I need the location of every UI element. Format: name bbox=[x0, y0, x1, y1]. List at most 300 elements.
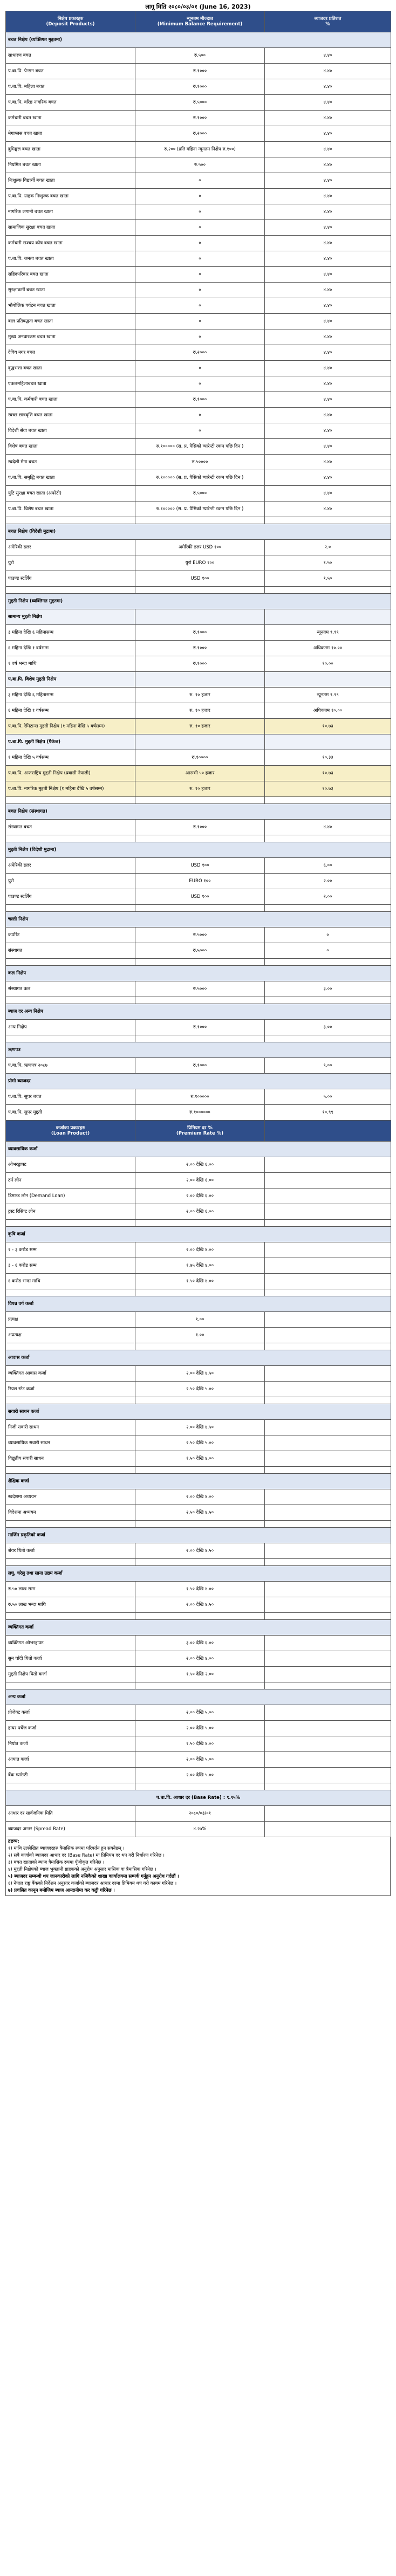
deposit-cell-col1: पाउण्ड स्टर्लिंग bbox=[6, 571, 135, 587]
deposit-spacer-row bbox=[6, 587, 391, 594]
deposit-cell-col3 bbox=[265, 997, 391, 1004]
lending-rate-row bbox=[6, 1157, 391, 1173]
deposit-cell-col3 bbox=[265, 1035, 391, 1042]
deposit-rate-row bbox=[6, 439, 391, 455]
deposit-rate-row bbox=[6, 943, 391, 959]
lending-cell-col2: २.०० देखि ४.५० bbox=[135, 1543, 265, 1559]
deposit-cell-col1: पाउण्ड स्टर्लिंग bbox=[6, 889, 135, 905]
lending-section-title: अन्य कर्जा bbox=[6, 1689, 391, 1705]
deposit-cell-col1: युरो bbox=[6, 874, 135, 889]
lending-cell-col3 bbox=[265, 1382, 391, 1397]
deposit-spacer-row bbox=[6, 997, 391, 1004]
lending-cell-col1: निजी सवारी साधन bbox=[6, 1420, 135, 1435]
lending-cell-col3 bbox=[265, 1682, 391, 1689]
deposit-rate-row bbox=[6, 750, 391, 766]
note-line: ६) नेपाल राष्ट्र बैंकको निर्देशन अनुसार कर्जाको ब्याजदर आधार दरमा प्रिमियम थप गरी कायम गरिनेछ । bbox=[8, 1881, 177, 1886]
lending-cell-col3 bbox=[265, 1157, 391, 1173]
deposit-cell-col3: २.०० bbox=[265, 889, 391, 905]
lending-cell-col1 bbox=[6, 1397, 135, 1404]
lending-rate-row bbox=[6, 1822, 391, 1837]
lending-cell-col2 bbox=[135, 1613, 265, 1620]
lending-cell-col1: टर्म लोन bbox=[6, 1173, 135, 1189]
lending-cell-col3 bbox=[265, 1258, 391, 1274]
lending-cell-col3 bbox=[265, 1783, 391, 1790]
deposit-cell-col2: ० bbox=[135, 314, 265, 329]
lending-cell-col1: हायर पर्चेज कर्जा bbox=[6, 1721, 135, 1736]
deposit-cell-col2: रु. १० हजार bbox=[135, 781, 265, 797]
lending-cell-col2: १.०० bbox=[135, 1312, 265, 1328]
deposit-cell-col3: ४.४० bbox=[265, 95, 391, 111]
deposit-cell-col1: प.बा.पि. सुपर बचत bbox=[6, 1089, 135, 1105]
lending-cell-col1 bbox=[6, 1682, 135, 1689]
deposit-cell-col1: संस्थागत bbox=[6, 943, 135, 959]
lending-cell-col3 bbox=[265, 1543, 391, 1559]
deposit-rate-row bbox=[6, 267, 391, 283]
lending-rate-row bbox=[6, 1651, 391, 1667]
lending-cell-col3 bbox=[265, 1489, 391, 1505]
note-line: ५) ब्याजदर सम्बन्धी थप जानकारीको लागि नजिकैको शाखा कार्यालयमा सम्पर्क गर्नुहुन अनुरोध गर्दछौं । bbox=[8, 1874, 179, 1879]
deposit-rate-row bbox=[6, 220, 391, 236]
lending-cell-col1: स्वदेशमा अध्ययन bbox=[6, 1489, 135, 1505]
deposit-rate-row bbox=[6, 314, 391, 329]
deposit-section-title: ऋणपत्र bbox=[6, 1042, 391, 1058]
deposit-cell-col2: रु.५००० bbox=[135, 928, 265, 943]
deposit-cell-col1: स्वदेशी मेगा बचत bbox=[6, 455, 135, 470]
deposit-cell-col3 bbox=[265, 587, 391, 594]
deposit-rate-row bbox=[6, 1105, 391, 1121]
deposit-cell-col2: रु.२०० (प्रति महिना न्यूनतम निक्षेप रु.१००) bbox=[135, 142, 265, 157]
lending-rate-row bbox=[6, 1173, 391, 1189]
deposit-cell-col2: ० bbox=[135, 267, 265, 283]
deposit-rate-row bbox=[6, 703, 391, 719]
deposit-cell-col1 bbox=[6, 587, 135, 594]
lending-rate-row bbox=[6, 1736, 391, 1752]
lending-cell-col3 bbox=[265, 1651, 391, 1667]
deposit-rate-row bbox=[6, 111, 391, 126]
lending-spacer-row bbox=[6, 1783, 391, 1790]
deposit-cell-col1 bbox=[6, 797, 135, 804]
lending-cell-col1 bbox=[6, 1467, 135, 1474]
deposit-cell-col2: रु.१००० bbox=[135, 641, 265, 656]
deposit-cell-col2 bbox=[135, 835, 265, 842]
lending-cell-col1: डिमान्ड लोन (Demand Loan) bbox=[6, 1189, 135, 1204]
deposit-cell-col1: नियमित बचत खाता bbox=[6, 157, 135, 173]
lending-cell-col1: शेयर धितो कर्जा bbox=[6, 1543, 135, 1559]
deposit-cell-col3 bbox=[265, 797, 391, 804]
deposit-cell-col2 bbox=[135, 997, 265, 1004]
deposit-rate-row bbox=[6, 95, 391, 111]
deposit-cell-col3: ४.४० bbox=[265, 142, 391, 157]
lending-spacer-row bbox=[6, 1682, 391, 1689]
lending-section-row bbox=[6, 1296, 391, 1312]
lending-rate-row bbox=[6, 1242, 391, 1258]
deposit-section-row bbox=[6, 912, 391, 928]
deposit-cell-col2: USD १०० bbox=[135, 889, 265, 905]
lending-spacer-row bbox=[6, 1343, 391, 1350]
deposit-cell-col2: युरो EURO १०० bbox=[135, 555, 265, 571]
deposit-cell-col2: EURO १०० bbox=[135, 874, 265, 889]
deposit-cell-col2: रु.५०० bbox=[135, 157, 265, 173]
lending-cell-col1: रु.५० लाख भन्दा माथि bbox=[6, 1597, 135, 1613]
lending-cell-col1 bbox=[6, 1521, 135, 1528]
deposit-rate-row bbox=[6, 376, 391, 392]
deposit-rate-row bbox=[6, 1020, 391, 1035]
lending-cell-col1: विदेशमा अध्ययन bbox=[6, 1505, 135, 1521]
note-line: ३) बचत खाताको ब्याज त्रैमासिक रुपमा पूँजीकृत गरिनेछ । bbox=[8, 1860, 105, 1865]
deposit-spacer-row bbox=[6, 959, 391, 966]
deposit-cell-col2: रु.५००० bbox=[135, 943, 265, 959]
lending-rate-row bbox=[6, 1435, 391, 1451]
lending-section-row bbox=[6, 1620, 391, 1636]
deposit-header-3: ब्याजदर प्रतिशत % bbox=[265, 11, 391, 32]
deposit-cell-col3: ४.४० bbox=[265, 439, 391, 455]
lending-cell-col1: १ - ३ करोड सम्म bbox=[6, 1242, 135, 1258]
deposit-cell-col3: १.५० bbox=[265, 555, 391, 571]
deposit-cell-col2: ० bbox=[135, 329, 265, 345]
lending-cell-col2: २.५० देखि ५.०० bbox=[135, 1382, 265, 1397]
deposit-cell-col1 bbox=[6, 997, 135, 1004]
deposit-cell-col3: ४.४० bbox=[265, 267, 391, 283]
lending-cell-col1: रियल स्टेट कर्जा bbox=[6, 1382, 135, 1397]
deposit-cell-col3: १०.३३ bbox=[265, 750, 391, 766]
deposit-cell-col2: रु.१००० bbox=[135, 64, 265, 79]
deposit-cell-col1: वृद्धभत्ता बचत खाता bbox=[6, 361, 135, 376]
deposit-cell-col1: सुरक्षाकर्मी बचत खाता bbox=[6, 283, 135, 298]
lending-cell-col2: २.०० देखि ४.५० bbox=[135, 1420, 265, 1435]
lending-cell-col2: २.०० देखि ४.५० bbox=[135, 1366, 265, 1382]
deposit-cell-col3: ४.४० bbox=[265, 157, 391, 173]
deposit-cell-col2: ० bbox=[135, 283, 265, 298]
deposit-section-row bbox=[6, 804, 391, 820]
deposit-rate-row bbox=[6, 189, 391, 204]
lending-cell-col2: २.०० देखि ४.५० bbox=[135, 1597, 265, 1613]
deposit-rate-row bbox=[6, 455, 391, 470]
lending-header-2: प्रिमियम दर % (Premium Rate %) bbox=[135, 1121, 265, 1142]
deposit-rate-row bbox=[6, 142, 391, 157]
lending-cell-col1: ३ - ६ करोड सम्म bbox=[6, 1258, 135, 1274]
deposit-cell-col2: रु.२००० bbox=[135, 345, 265, 361]
deposit-cell-col1: सामाजिक सुरक्षा बचत खाता bbox=[6, 220, 135, 236]
deposit-header-row bbox=[6, 11, 391, 32]
deposit-header-2: न्यूनतम मौज्दात (Minimum Balance Requirement) bbox=[135, 11, 265, 32]
deposit-cell-col2: रु.१००० bbox=[135, 111, 265, 126]
lending-cell-col3 bbox=[265, 1397, 391, 1404]
lending-cell-col2: १.५० देखि ४.०० bbox=[135, 1451, 265, 1467]
deposit-rate-row bbox=[6, 889, 391, 905]
lending-rate-row bbox=[6, 1721, 391, 1736]
deposit-cell-col1: ६ महिना देखि १ वर्षसम्म bbox=[6, 641, 135, 656]
lending-cell-col1: निर्यात कर्जा bbox=[6, 1736, 135, 1752]
deposit-cell-col1: बाल प्रतिबद्धता बचत खाता bbox=[6, 314, 135, 329]
lending-cell-col2: २.०० देखि ६.०० bbox=[135, 1204, 265, 1220]
lending-section-title: कृषि कर्जा bbox=[6, 1227, 391, 1242]
deposit-section-row bbox=[6, 966, 391, 981]
lending-cell-col3 bbox=[265, 1220, 391, 1227]
deposit-cell-col1: मुख्य अनवारक्रम बचत खाता bbox=[6, 329, 135, 345]
lending-cell-col2: २.०० देखि ५.०० bbox=[135, 1721, 265, 1736]
deposit-rate-row bbox=[6, 251, 391, 267]
deposit-cell-col2 bbox=[135, 797, 265, 804]
deposit-cell-col3: ४.४० bbox=[265, 220, 391, 236]
deposit-cell-col1: अमेरिकी डलर bbox=[6, 858, 135, 874]
lending-cell-col3 bbox=[265, 1467, 391, 1474]
deposit-rate-row bbox=[6, 126, 391, 142]
deposit-cell-col1: प.बा.पि. सुपर मुद्दती bbox=[6, 1105, 135, 1121]
deposit-section-row bbox=[6, 1004, 391, 1020]
deposit-rate-row bbox=[6, 64, 391, 79]
lending-cell-col2 bbox=[135, 1220, 265, 1227]
lending-cell-col2: १.५० देखि ४.०० bbox=[135, 1582, 265, 1597]
deposit-section-row bbox=[6, 32, 391, 48]
deposit-cell-col2: USD १०० bbox=[135, 858, 265, 874]
deposit-cell-col1: प.बा.पि. विशेष मुद्दती निक्षेप bbox=[6, 672, 135, 688]
deposit-section-row bbox=[6, 1074, 391, 1089]
deposit-cell-col1: प.बा.पि. नागरिक मुद्दती निक्षेप (१ महिना देखि ५ वर्षसम्म) bbox=[6, 781, 135, 797]
deposit-cell-col1: प.बा.पि. महिला बचत bbox=[6, 79, 135, 95]
deposit-cell-col2: ० bbox=[135, 251, 265, 267]
deposit-cell-col1 bbox=[6, 517, 135, 524]
deposit-rate-row bbox=[6, 874, 391, 889]
lending-rate-row bbox=[6, 1204, 391, 1220]
lending-cell-col1: व्यावसायिक सवारी साधन bbox=[6, 1435, 135, 1451]
lending-rate-row bbox=[6, 1705, 391, 1721]
lending-cell-col3 bbox=[265, 1752, 391, 1768]
deposit-cell-col1: कर्मचारी सञ्चय कोष बचत खाता bbox=[6, 236, 135, 251]
lending-cell-col3 bbox=[265, 1768, 391, 1783]
deposit-cell-col2: रु.१००० bbox=[135, 656, 265, 672]
note-line: द्रष्टव्य: bbox=[8, 1839, 19, 1844]
deposit-cell-col2: रु.१००० bbox=[135, 1020, 265, 1035]
deposit-cell-col1: प.बा.पि. जनता बचत खाता bbox=[6, 251, 135, 267]
lending-cell-col1: प्रोजेक्ट कर्जा bbox=[6, 1705, 135, 1721]
deposit-cell-col1: ३ महिना देखि ६ महिनासम्म bbox=[6, 625, 135, 641]
deposit-cell-col3: ३.०० bbox=[265, 1020, 391, 1035]
lending-section-row bbox=[6, 1227, 391, 1242]
deposit-section-title: मुद्दती निक्षेप (व्यक्तिगत मुद्दतमा) bbox=[6, 594, 391, 609]
deposit-section-row bbox=[6, 842, 391, 858]
deposit-cell-col3: ० bbox=[265, 928, 391, 943]
lending-cell-col2 bbox=[135, 1289, 265, 1296]
lending-cell-col1 bbox=[6, 1783, 135, 1790]
deposit-rate-row bbox=[6, 79, 391, 95]
deposit-cell-col3: ४.४० bbox=[265, 204, 391, 220]
deposit-cell-col3 bbox=[265, 734, 391, 750]
deposit-rate-row bbox=[6, 502, 391, 517]
lending-section-row bbox=[6, 1404, 391, 1420]
deposit-cell-col2: ० bbox=[135, 173, 265, 189]
deposit-section-title: ब्याज दर अन्य निक्षेप bbox=[6, 1004, 391, 1020]
lending-cell-col2: २.०० देखि ४.०० bbox=[135, 1489, 265, 1505]
lending-rate-row bbox=[6, 1489, 391, 1505]
lending-cell-col1 bbox=[6, 1343, 135, 1350]
deposit-cell-col3: ४.४० bbox=[265, 79, 391, 95]
deposit-cell-col1: प.बा.पि. कर्मचारी बचत खाता bbox=[6, 392, 135, 408]
deposit-cell-col3 bbox=[265, 905, 391, 912]
lending-cell-col1: रु.५० लाख सम्म bbox=[6, 1582, 135, 1597]
deposit-cell-col3 bbox=[265, 672, 391, 688]
deposit-cell-col1: नागरिक लगानी बचत खाता bbox=[6, 204, 135, 220]
deposit-rate-row bbox=[6, 298, 391, 314]
lending-cell-col3 bbox=[265, 1420, 391, 1435]
deposit-cell-col2: ० bbox=[135, 408, 265, 423]
lending-cell-col2: २.०० देखि ५.०० bbox=[135, 1752, 265, 1768]
deposit-cell-col2: रु.५००० bbox=[135, 95, 265, 111]
deposit-rate-row bbox=[6, 656, 391, 672]
lending-rate-row bbox=[6, 1382, 391, 1397]
deposit-cell-col1 bbox=[6, 835, 135, 842]
deposit-section-row bbox=[6, 594, 391, 609]
deposit-cell-col1 bbox=[6, 959, 135, 966]
deposit-cell-col1: प.बा.पि. वरिष्ठ नागरिक बचत bbox=[6, 95, 135, 111]
lending-rate-row bbox=[6, 1312, 391, 1328]
note-line: ४) मुद्दती निक्षेपको ब्याज भुक्तानी ग्राहकको अनुरोध अनुसार मासिक वा त्रैमासिक गरिनेछ । bbox=[8, 1867, 156, 1872]
interest-rate-table bbox=[5, 11, 391, 1837]
deposit-rate-row bbox=[6, 641, 391, 656]
deposit-cell-col3: १०.७३ bbox=[265, 781, 391, 797]
deposit-cell-col1: प.बा.पि. विशेष बचत खाता bbox=[6, 502, 135, 517]
deposit-cell-col2: रु.१००० bbox=[135, 1058, 265, 1074]
deposit-cell-col3: ४.४० bbox=[265, 820, 391, 835]
deposit-cell-col3: १०.०० bbox=[265, 656, 391, 672]
lending-rate-row bbox=[6, 1636, 391, 1651]
lending-cell-col2: १.७५ देखि ४.०० bbox=[135, 1258, 265, 1274]
deposit-cell-col1: १ महिना देखि ५ वर्षसम्म bbox=[6, 750, 135, 766]
lending-cell-col3 bbox=[265, 1705, 391, 1721]
deposit-cell-col2: ० bbox=[135, 361, 265, 376]
lending-rate-row bbox=[6, 1328, 391, 1343]
lending-cell-col2 bbox=[135, 1783, 265, 1790]
lending-header-1: कर्जाका प्रकारहरु (Loan Product) bbox=[6, 1121, 135, 1142]
deposit-cell-col3: ३.०० bbox=[265, 981, 391, 997]
deposit-rate-row bbox=[6, 540, 391, 555]
deposit-rate-row bbox=[6, 173, 391, 189]
lending-cell-col2 bbox=[135, 1467, 265, 1474]
deposit-rate-row bbox=[6, 408, 391, 423]
deposit-cell-col2: रु. १० हजार bbox=[135, 719, 265, 734]
deposit-cell-col2 bbox=[135, 517, 265, 524]
lending-cell-col1: प्रत्यक्ष bbox=[6, 1312, 135, 1328]
deposit-section-title: बचत निक्षेप (विदेशी मुद्रामा) bbox=[6, 524, 391, 540]
deposit-cell-col2: रु.१०००० bbox=[135, 750, 265, 766]
lending-cell-col1: व्यक्तिगत ओभरड्राफ्ट bbox=[6, 1636, 135, 1651]
deposit-cell-col2: रु.१०००००० bbox=[135, 1105, 265, 1121]
lending-cell-col3 bbox=[265, 1366, 391, 1382]
deposit-section-row bbox=[6, 524, 391, 540]
lending-cell-col2: २.०० देखि ६.०० bbox=[135, 1189, 265, 1204]
deposit-rate-row bbox=[6, 571, 391, 587]
lending-cell-col3 bbox=[265, 1736, 391, 1752]
deposit-rate-row bbox=[6, 820, 391, 835]
deposit-section-title: बचत निक्षेप (व्यक्तिगत मुद्दतमा) bbox=[6, 32, 391, 48]
lending-cell-col3 bbox=[265, 1822, 391, 1837]
deposit-rate-row bbox=[6, 981, 391, 997]
lending-cell-col3 bbox=[265, 1721, 391, 1736]
lending-section-title: विपन्न वर्ग कर्जा bbox=[6, 1296, 391, 1312]
deposit-cell-col3: ४.४० bbox=[265, 251, 391, 267]
lending-rate-row bbox=[6, 1451, 391, 1467]
lending-cell-col2: २.०० देखि ४.०० bbox=[135, 1242, 265, 1258]
deposit-rate-row bbox=[6, 928, 391, 943]
deposit-section-title: मुद्दती निक्षेप (विदेशी मुद्रामा) bbox=[6, 842, 391, 858]
deposit-rate-row bbox=[6, 329, 391, 345]
deposit-cell-col3: ६.०० bbox=[265, 858, 391, 874]
lending-cell-col3 bbox=[265, 1289, 391, 1296]
deposit-cell-col2: रु.२००० bbox=[135, 126, 265, 142]
deposit-cell-col1: अमेरिकी डलर bbox=[6, 540, 135, 555]
deposit-rate-row bbox=[6, 766, 391, 781]
lending-cell-col2: २.५० देखि ४.५० bbox=[135, 1505, 265, 1521]
deposit-cell-col1: कर्पोरेट bbox=[6, 928, 135, 943]
lending-section-title: प.बा.पि. आधार दर (Base Rate) : ९.९५% bbox=[6, 1790, 391, 1806]
deposit-cell-col3: ४.४० bbox=[265, 408, 391, 423]
deposit-header-1: निक्षेप प्रकारहरु (Deposit Products) bbox=[6, 11, 135, 32]
deposit-cell-col1: प.बा.पि. ऋणपत्र २०८७ bbox=[6, 1058, 135, 1074]
deposit-cell-col2: ० bbox=[135, 236, 265, 251]
notes-section bbox=[5, 1837, 391, 1896]
deposit-rate-row bbox=[6, 345, 391, 361]
lending-rate-row bbox=[6, 1582, 391, 1597]
deposit-section-title: प्रोमो ब्याजदर bbox=[6, 1074, 391, 1089]
lending-cell-col2: ३.०० देखि ६.०० bbox=[135, 1636, 265, 1651]
deposit-cell-col2: ० bbox=[135, 423, 265, 439]
deposit-cell-col1: कर्मचारी बचत खाता bbox=[6, 111, 135, 126]
deposit-cell-col2 bbox=[135, 905, 265, 912]
deposit-rate-row bbox=[6, 204, 391, 220]
deposit-cell-col1: स्वच्छ छात्रवृत्ति बचत खाता bbox=[6, 408, 135, 423]
lending-cell-col1: मुद्दती निक्षेप धितो कर्जा bbox=[6, 1667, 135, 1682]
deposit-cell-col3: न्यूनतम ९.९९ bbox=[265, 625, 391, 641]
deposit-cell-col2 bbox=[135, 609, 265, 625]
deposit-spacer-row bbox=[6, 835, 391, 842]
deposit-rate-row bbox=[6, 423, 391, 439]
deposit-cell-col1: ६ महिना देखि १ वर्षसम्म bbox=[6, 703, 135, 719]
deposit-cell-col2: ० bbox=[135, 298, 265, 314]
lending-cell-col3 bbox=[265, 1613, 391, 1620]
deposit-rate-row bbox=[6, 236, 391, 251]
lending-spacer-row bbox=[6, 1613, 391, 1620]
lending-section-row bbox=[6, 1474, 391, 1489]
deposit-cell-col1: निःशुल्क विद्यार्थी बचत खाता bbox=[6, 173, 135, 189]
lending-cell-col1: ट्रस्ट रिसिप्ट लोन bbox=[6, 1204, 135, 1220]
deposit-cell-col2: USD १०० bbox=[135, 571, 265, 587]
lending-rate-row bbox=[6, 1189, 391, 1204]
lending-cell-col2 bbox=[135, 1559, 265, 1566]
lending-rate-row bbox=[6, 1505, 391, 1521]
lending-cell-col3 bbox=[265, 1204, 391, 1220]
deposit-cell-col1: साधारण बचत bbox=[6, 48, 135, 64]
deposit-cell-col2: ० bbox=[135, 204, 265, 220]
lending-section-title: सवारी साधन कर्जा bbox=[6, 1404, 391, 1420]
deposit-rate-row bbox=[6, 719, 391, 734]
deposit-cell-col1: प.बा.पि. पेन्सन बचत bbox=[6, 64, 135, 79]
lending-rate-row bbox=[6, 1420, 391, 1435]
deposit-cell-col2 bbox=[135, 734, 265, 750]
lending-section-row bbox=[6, 1142, 391, 1157]
lending-cell-col1: आयात कर्जा bbox=[6, 1752, 135, 1768]
deposit-subsection-row bbox=[6, 609, 391, 625]
deposit-cell-col3: ९.०० bbox=[265, 1058, 391, 1074]
lending-cell-col2: २.०० देखि ५.०० bbox=[135, 1768, 265, 1783]
deposit-cell-col2 bbox=[135, 959, 265, 966]
lending-cell-col3 bbox=[265, 1343, 391, 1350]
lending-section-title: मार्जिन प्रकृतिको कर्जा bbox=[6, 1528, 391, 1543]
deposit-rate-row bbox=[6, 48, 391, 64]
lending-spacer-row bbox=[6, 1220, 391, 1227]
lending-cell-col3 bbox=[265, 1597, 391, 1613]
deposit-cell-col2: ० bbox=[135, 376, 265, 392]
deposit-cell-col1: एकलमहिलाबचत खाता bbox=[6, 376, 135, 392]
lending-cell-col3 bbox=[265, 1312, 391, 1328]
